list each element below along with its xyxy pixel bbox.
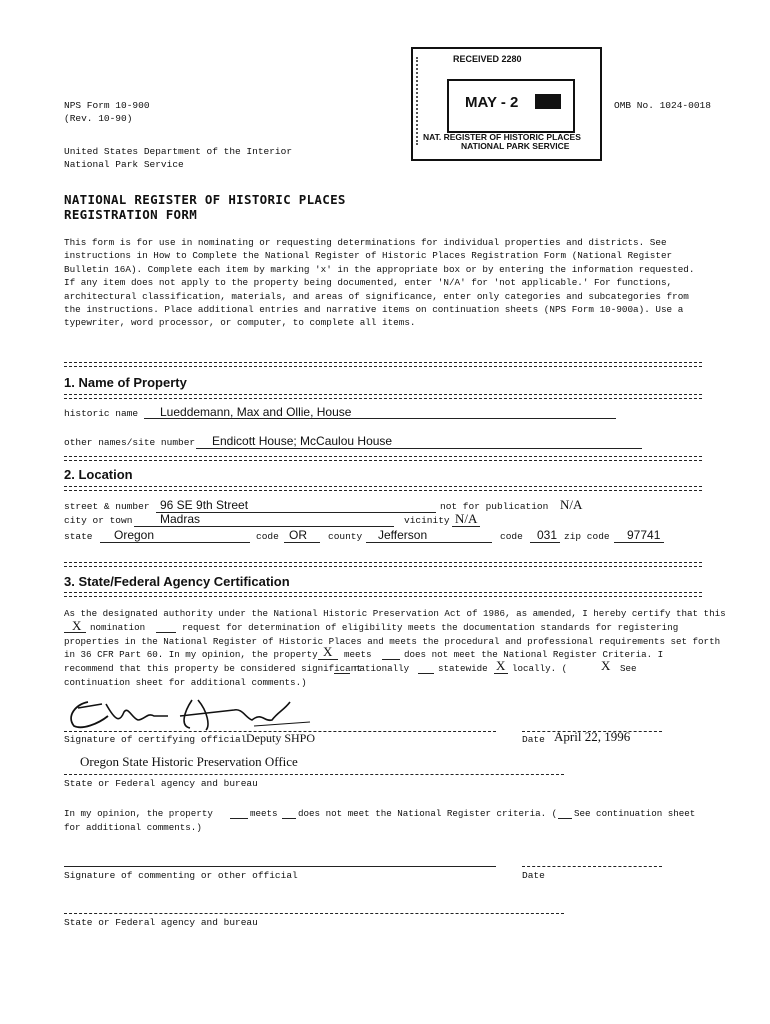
agency-label: State or Federal agency and bureau [64, 778, 258, 789]
signer-title: Deputy SHPO [246, 731, 316, 745]
continuation-mark: X [601, 658, 611, 673]
other-names-label: other names/site number [64, 437, 196, 448]
stamp-speckle [416, 57, 432, 145]
zip-value: 97741 [627, 528, 661, 542]
historic-name-value: Lueddemann, Max and Ollie, House [160, 405, 352, 419]
zip-line [614, 542, 664, 543]
form-number: NPS Form 10-900 [64, 100, 150, 111]
opinion-not-meet-label: does not meet the National Register criteria. ( [298, 808, 558, 819]
cert-line-5 [64, 658, 704, 676]
section-3-heading: 3. State/Federal Agency Certification [64, 574, 290, 589]
date2-label: Date [522, 870, 545, 881]
meets-label: meets [344, 649, 372, 660]
street-value: 96 SE 9th Street [160, 498, 249, 512]
zip-label: zip code [564, 531, 610, 542]
nfp-value: N/A [560, 497, 583, 512]
city-value: Madras [160, 512, 201, 526]
date-label: Date [522, 734, 545, 745]
signature-label: Signature of certifying official [64, 734, 247, 745]
nomination-label: nomination [90, 622, 146, 633]
opinion-continuation-label: See continuation sheet [574, 808, 696, 819]
rule [64, 592, 702, 597]
signature2-label: Signature of commenting or other official [64, 870, 298, 881]
rule [64, 394, 702, 399]
instructions: This form is for use in nominating or requesting determinations for individual properties and districts. See instructions in How to Complete the National Register of Historic Places Registration Form (National Register Bulletin 16A). Complete each item by marking 'x' in the appropriate box or by entering the information requested. If any item does not apply to the property being documented, enter 'N/A' for 'not applicable.' For functions, architectural classification, materials, and areas of significance, enter only categories and subcategories from the instructions. Place additional entries and narrative items on continuation sheets (NPS Form 10-900a). Use a typewriter, word processor, or computer, to complete all items. [64, 237, 695, 329]
city-line [134, 526, 394, 527]
county-label: county [328, 531, 363, 542]
section-2-heading: 2. Location [64, 467, 133, 482]
not-meet-blank [382, 659, 400, 660]
stamp-received: RECEIVED 2280 [453, 54, 522, 64]
cert-text-6: continuation sheet for additional comments.) [64, 677, 307, 688]
request-blank [156, 632, 176, 633]
stamp-line1: NAT. REGISTER OF HISTORIC PLACES [423, 132, 581, 142]
nomination-mark: X [72, 618, 82, 633]
local-label: locally. ( [512, 663, 568, 674]
code-label: code [256, 531, 279, 542]
vicinity-value: N/A [455, 511, 478, 526]
stamp-date-box [447, 79, 575, 133]
property-opinion-label: in 36 CFR Part 60. In my opinion, the property [64, 649, 318, 660]
nfp-label: not for publication [440, 501, 549, 512]
significance-label: recommend that this property be considered significant [64, 663, 362, 674]
street-label: street & number [64, 501, 150, 512]
opinion-meets-label: meets [250, 808, 278, 819]
opinion-continuation-blank [558, 818, 572, 819]
cert-text-3: properties in the National Register of Historic Places and meets the procedural and professional requirements set forth [64, 636, 721, 647]
other-names-line [196, 448, 642, 449]
agency2-line [64, 913, 564, 914]
opinion-label: In my opinion, the property [64, 808, 213, 819]
local-blank [494, 673, 508, 674]
opinion-not-meet-blank [282, 818, 296, 819]
agency-line [64, 774, 564, 775]
form-revision: (Rev. 10-90) [64, 113, 133, 124]
opinion-meets-blank [230, 818, 248, 819]
meets-blank [318, 659, 338, 660]
county-value: Jefferson [378, 528, 428, 542]
cert-text-1: As the designated authority under the National Historic Preservation Act of 1986, as amended, I hereby certify that this [64, 608, 726, 619]
section-1-heading: 1. Name of Property [64, 375, 187, 390]
code-value: OR [289, 528, 307, 542]
statewide-blank [418, 673, 434, 674]
vicinity-label: vicinity [404, 515, 450, 526]
national-blank [334, 673, 350, 674]
cert-line-2 [64, 618, 704, 635]
opinion-line-1 [64, 808, 704, 821]
historic-name-label: historic name [64, 408, 139, 419]
date2-line [522, 866, 662, 867]
omb-number: OMB No. 1024-0018 [614, 100, 711, 111]
stamp-line2: NATIONAL PARK SERVICE [461, 141, 570, 151]
county-code-value: 031 [537, 528, 558, 542]
local-mark: X [496, 658, 506, 673]
meets-mark: X [323, 644, 333, 659]
stamp-redaction [535, 94, 561, 109]
not-meet-label: does not meet the National Register Criteria. I [404, 649, 664, 660]
signature2-line [64, 866, 496, 867]
see-label: See [620, 663, 637, 674]
handwritten-signature [58, 682, 318, 734]
opinion-text-2: for additional comments.) [64, 822, 202, 833]
form-title: NATIONAL REGISTER OF HISTORIC PLACES [64, 192, 346, 207]
date-value: April 22, 1996 [554, 729, 631, 744]
vicinity-line [452, 526, 480, 527]
rule [64, 456, 702, 461]
service: National Park Service [64, 159, 184, 170]
county-code-line [530, 542, 560, 543]
state-line [100, 542, 250, 543]
other-names-value: Endicott House; McCaulou House [212, 434, 393, 448]
request-label: request for determination of eligibility meets the documentation standards for registering [182, 622, 679, 633]
statewide-label: statewide [438, 663, 488, 674]
agency2-label: State or Federal agency and bureau [64, 917, 258, 928]
national-label: nationally [354, 663, 410, 674]
received-stamp [411, 47, 602, 161]
rule [64, 486, 702, 491]
agency-value: Oregon State Historic Preservation Office [80, 754, 298, 769]
rule [64, 562, 702, 567]
county-line [366, 542, 492, 543]
department: United States Department of the Interior [64, 146, 293, 157]
state-label: state [64, 531, 93, 542]
city-label: city or town [64, 515, 133, 526]
state-value: Oregon [114, 528, 155, 542]
county-code-label: code [500, 531, 523, 542]
rule [64, 362, 702, 367]
code-line [284, 542, 320, 543]
form-subtitle: REGISTRATION FORM [64, 207, 198, 222]
stamp-date: MAY - 2 [465, 94, 519, 111]
